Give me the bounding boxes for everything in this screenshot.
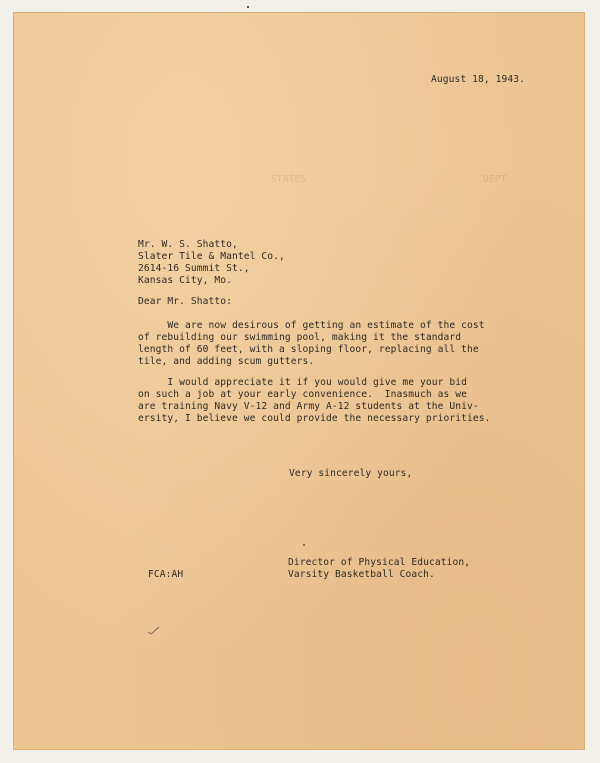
closing: Very sincerely yours, — [289, 468, 413, 479]
body-line: We are now desirous of getting an estimate of the cost — [138, 320, 485, 331]
body-line: ersity, I believe we could provide the necessary priorities. — [138, 413, 491, 424]
bleed-through-text: DEPT. — [483, 174, 513, 185]
ink-speck — [303, 544, 305, 546]
body-line: of rebuilding our swimming pool, making it the standard — [138, 332, 462, 343]
typist-initials: FCA:AH — [148, 569, 184, 580]
body-line: are training Navy V-12 and Army A-12 students at the Univ- — [138, 401, 479, 412]
body-line: on such a job at your early convenience. Inasmuch as we — [138, 389, 468, 400]
body-line: tile, and adding scum gutters. — [138, 356, 315, 367]
body-line: length of 60 feet, with a sloping floor, replacing all the — [138, 344, 479, 355]
body-line: I would appreciate it if you would give me your bid — [138, 377, 468, 388]
signature-title: Director of Physical Education, — [288, 557, 471, 568]
bleed-through-text: STATES — [271, 174, 307, 185]
pencil-check-mark — [147, 625, 161, 635]
signature-title: Varsity Basketball Coach. — [288, 569, 435, 580]
paper-speck — [247, 6, 249, 8]
recipient-line: 2614-16 Summit St., — [138, 263, 250, 274]
recipient-line: Mr. W. S. Shatto, — [138, 239, 238, 250]
recipient-line: Kansas City, Mo. — [138, 275, 233, 286]
recipient-line: Slater Tile & Mantel Co., — [138, 251, 285, 262]
letter-sheet — [13, 12, 585, 750]
letter-date: August 18, 1943. — [431, 74, 526, 85]
salutation: Dear Mr. Shatto: — [138, 296, 233, 307]
